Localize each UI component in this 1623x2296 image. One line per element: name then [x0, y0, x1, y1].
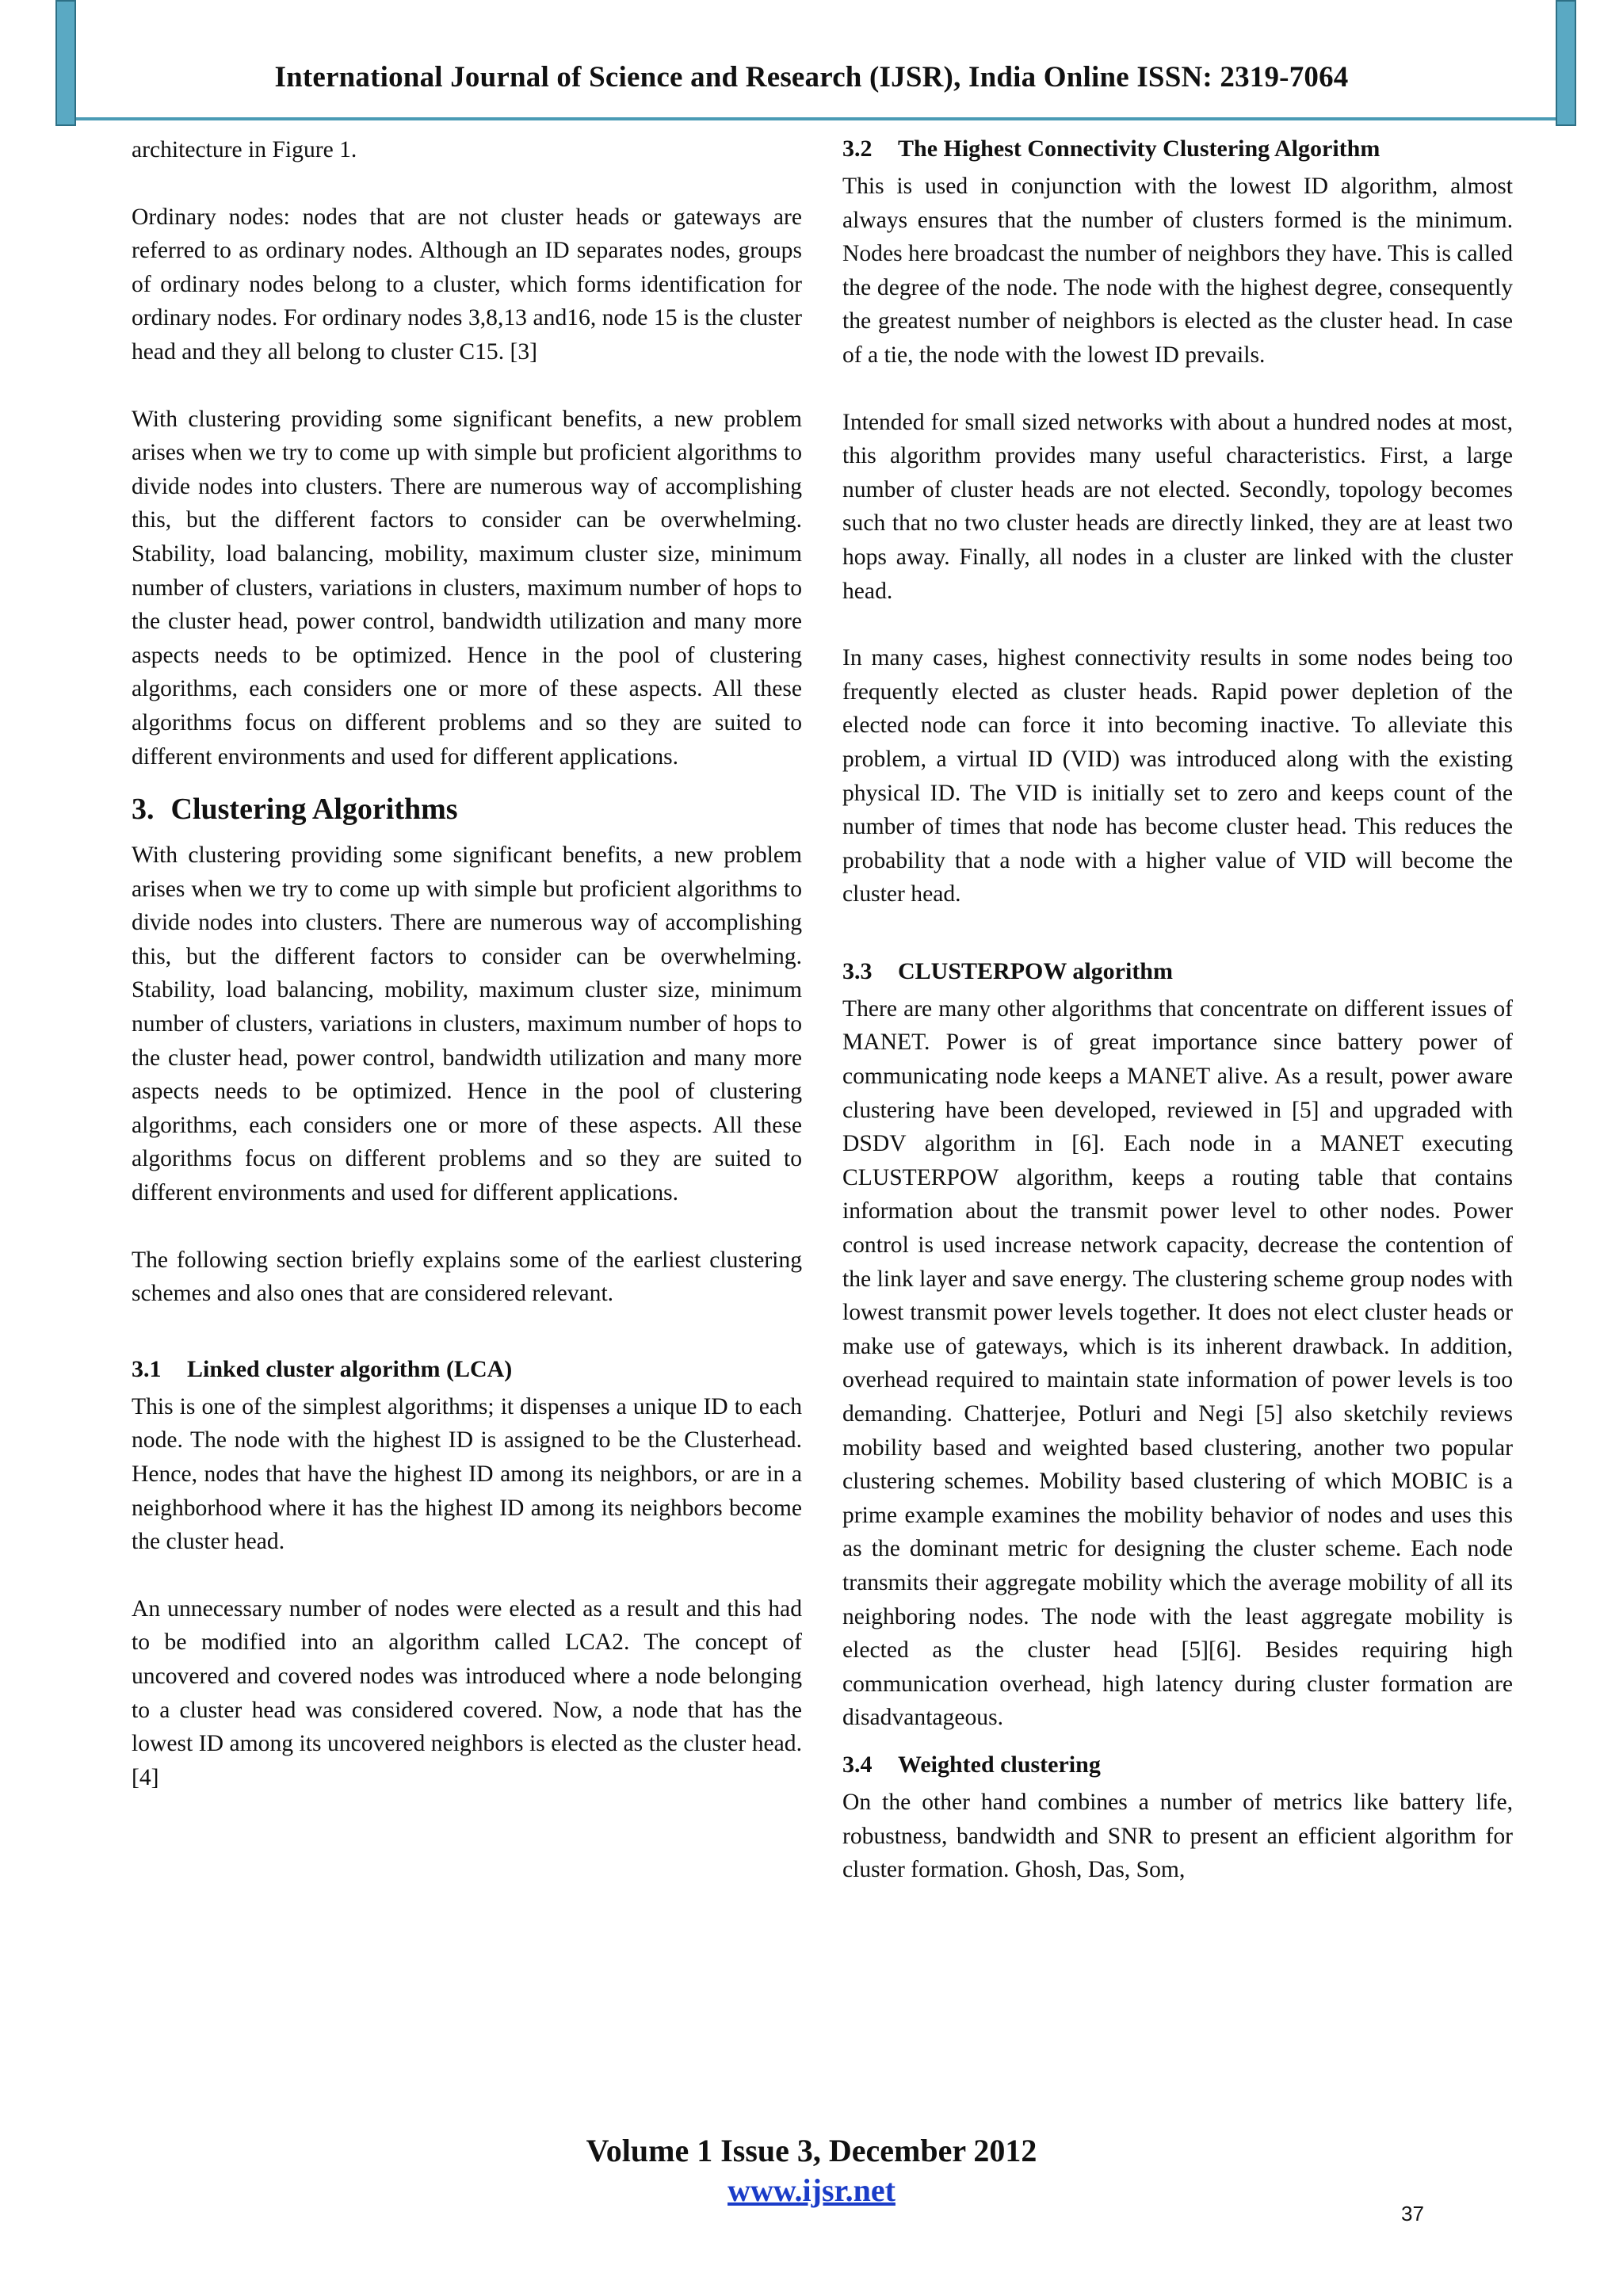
- subsection-title: CLUSTERPOW algorithm: [898, 957, 1173, 984]
- paragraph: With clustering providing some significant benefits, a new problem arises when we try to come up with simple but proficient algorithms to divide nodes into clusters. There are numerous way of accomplishing this, but the different factors to consider can be overwhelming. Stability, load balancing, mobility, maximum cluster size, minimum number of clusters, variations in clusters, maximum number of hops to the cluster head, power control, bandwidth utilization and many more aspects needs to be optimized. Hence in the pool of clustering algorithms, each considers one or more of these aspects. All these algorithms focus on different problems and so they are suited to different environments and used for different applications.: [132, 406, 802, 770]
- journal-header-title: International Journal of Science and Research (IJSR), India Online ISSN: 2319-7064: [274, 61, 1349, 94]
- subsection-number: 3.1: [132, 1355, 162, 1382]
- paragraph: With clustering providing some significant benefits, a new problem arises when we try to come up with simple but proficient algorithms to divide nodes into clusters. There are numerous way of accomplishing this, but the different factors to consider can be overwhelming. Stability, load balancing, mobility, maximum cluster size, minimum number of clusters, variations in clusters, maximum number of hops to the cluster head, power control, bandwidth utilization and many more aspects needs to be optimized. Hence in the pool of clustering algorithms, each considers one or more of these aspects. All these algorithms focus on different problems and so they are suited to different environments and used for different applications.: [132, 842, 802, 1206]
- footer-website-link[interactable]: www.ijsr.net: [727, 2172, 896, 2208]
- right-column: [842, 133, 1513, 1920]
- paragraph: There are many other algorithms that concentrate on different issues of MANET. Power is of great importance since battery power of communicating node keeps a MANET alive. As a result, power aware clustering have been developed, reviewed in [5] and upgraded with DSDV algorithm in [6]. Each node in a MANET executing CLUSTERPOW algorithm, keeps a routing table that contains information about the transmit power level to other nodes. Power control is used increase network capacity, decrease the contention of the link layer and save energy. The clustering scheme group nodes with lowest transmit power levels together. It does not elect cluster heads or make use of gateways, which is its inherent drawback. In addition, overhead required to maintain state information of power levels is too demanding. Chatterjee, Potluri and Negi [5] also sketchily reviews mobility based and weighted based clustering, another two popular clustering schemes. Mobility based clustering of which MOBIC is a prime example examines the mobility behavior of nodes and uses this as the dominant metric for designing the cluster scheme. Each node transmits their aggregate mobility which the average mobility of all its neighboring nodes. The node with the least aggregate mobility is elected as the cluster head [5][6]. Besides requiring high communication overhead, high latency during cluster formation are disadvantageous.: [842, 995, 1513, 1731]
- paragraph: On the other hand combines a number of metrics like battery life, robustness, bandwidth and SNR to present an efficient algorithm for cluster formation. Ghosh, Das, Som,: [842, 1789, 1513, 1883]
- paragraph: This is one of the simplest algorithms; it dispenses a unique ID to each node. The node with the highest ID is assigned to be the Clusterhead. Hence, nodes that have the highest ID among its neighbors, or are in a neighborhood where it has the highest ID among its neighbors become the cluster head.: [132, 1393, 802, 1555]
- subsection-heading: [842, 1749, 1513, 1781]
- section-number: 3.: [132, 793, 155, 827]
- paragraph: In many cases, highest connectivity results in some nodes being too frequently elected as cluster heads. Rapid power depletion of the elected node can force it into becoming inactive. To alleviate this problem, a virtual ID (VID) was introduced along with the existing physical ID. The VID is initially set to zero and keeps count of the number of times that node has become cluster head. This reduces the probability that a node with a higher value of VID will become the cluster head.: [842, 645, 1513, 907]
- page-number: 37: [1401, 2202, 1424, 2225]
- section-heading: [132, 791, 802, 827]
- paragraph: The following section briefly explains some of the earliest clustering schemes and also ones that are considered relevant.: [132, 1247, 802, 1307]
- paragraph: Ordinary nodes: nodes that are not cluster heads or gateways are referred to as ordinary nodes. Although an ID separates nodes, groups of ordinary nodes belong to a cluster, which forms identification for ordinary nodes. For ordinary nodes 3,8,13 and16, node 15 is the cluster head and they all belong to cluster C15. [3]: [132, 204, 802, 365]
- left-column: [132, 133, 802, 1828]
- subsection-number: 3.2: [842, 136, 873, 162]
- subsection-heading: [842, 956, 1513, 988]
- subsection-title: The Highest Connectivity Clustering Algorithm: [898, 136, 1381, 162]
- subsection-number: 3.3: [842, 957, 873, 984]
- subsection-title: Linked cluster algorithm (LCA): [187, 1355, 513, 1382]
- section-title: Clustering Algorithms: [170, 793, 458, 827]
- subsection-heading: [132, 1354, 802, 1385]
- subsection-heading: [842, 133, 1513, 165]
- paragraph: This is used in conjunction with the lowest ID algorithm, almost always ensures that the number of clusters formed is the minimum. Nodes here broadcast the number of neighbors they have. This is called the degree of the node. The node with the highest degree, consequently the greatest number of neighbors is elected as the cluster head. In case of a tie, the node with the lowest ID prevails.: [842, 174, 1513, 368]
- paragraph: An unnecessary number of nodes were elected as a result and this had to be modified into an algorithm called LCA2. The concept of uncovered and covered nodes was introduced where a node belonging to a cluster head was considered covered. Now, a node that has the lowest ID among its uncovered neighbors is elected as the cluster head. [4]: [132, 1595, 802, 1790]
- paragraph: architecture in Figure 1.: [132, 137, 357, 162]
- subsection-number: 3.4: [842, 1751, 873, 1778]
- footer-volume: Volume 1 Issue 3, December 2012: [586, 2133, 1037, 2168]
- paragraph: Intended for small sized networks with about a hundred nodes at most, this algorithm provides many useful characteristics. First, a large number of cluster heads are not elected. Secondly, topology becomes such that no two cluster heads are directly linked, they are at least two hops away. Finally, all nodes in a cluster are linked with the cluster head.: [842, 409, 1513, 604]
- subsection-title: Weighted clustering: [898, 1751, 1101, 1778]
